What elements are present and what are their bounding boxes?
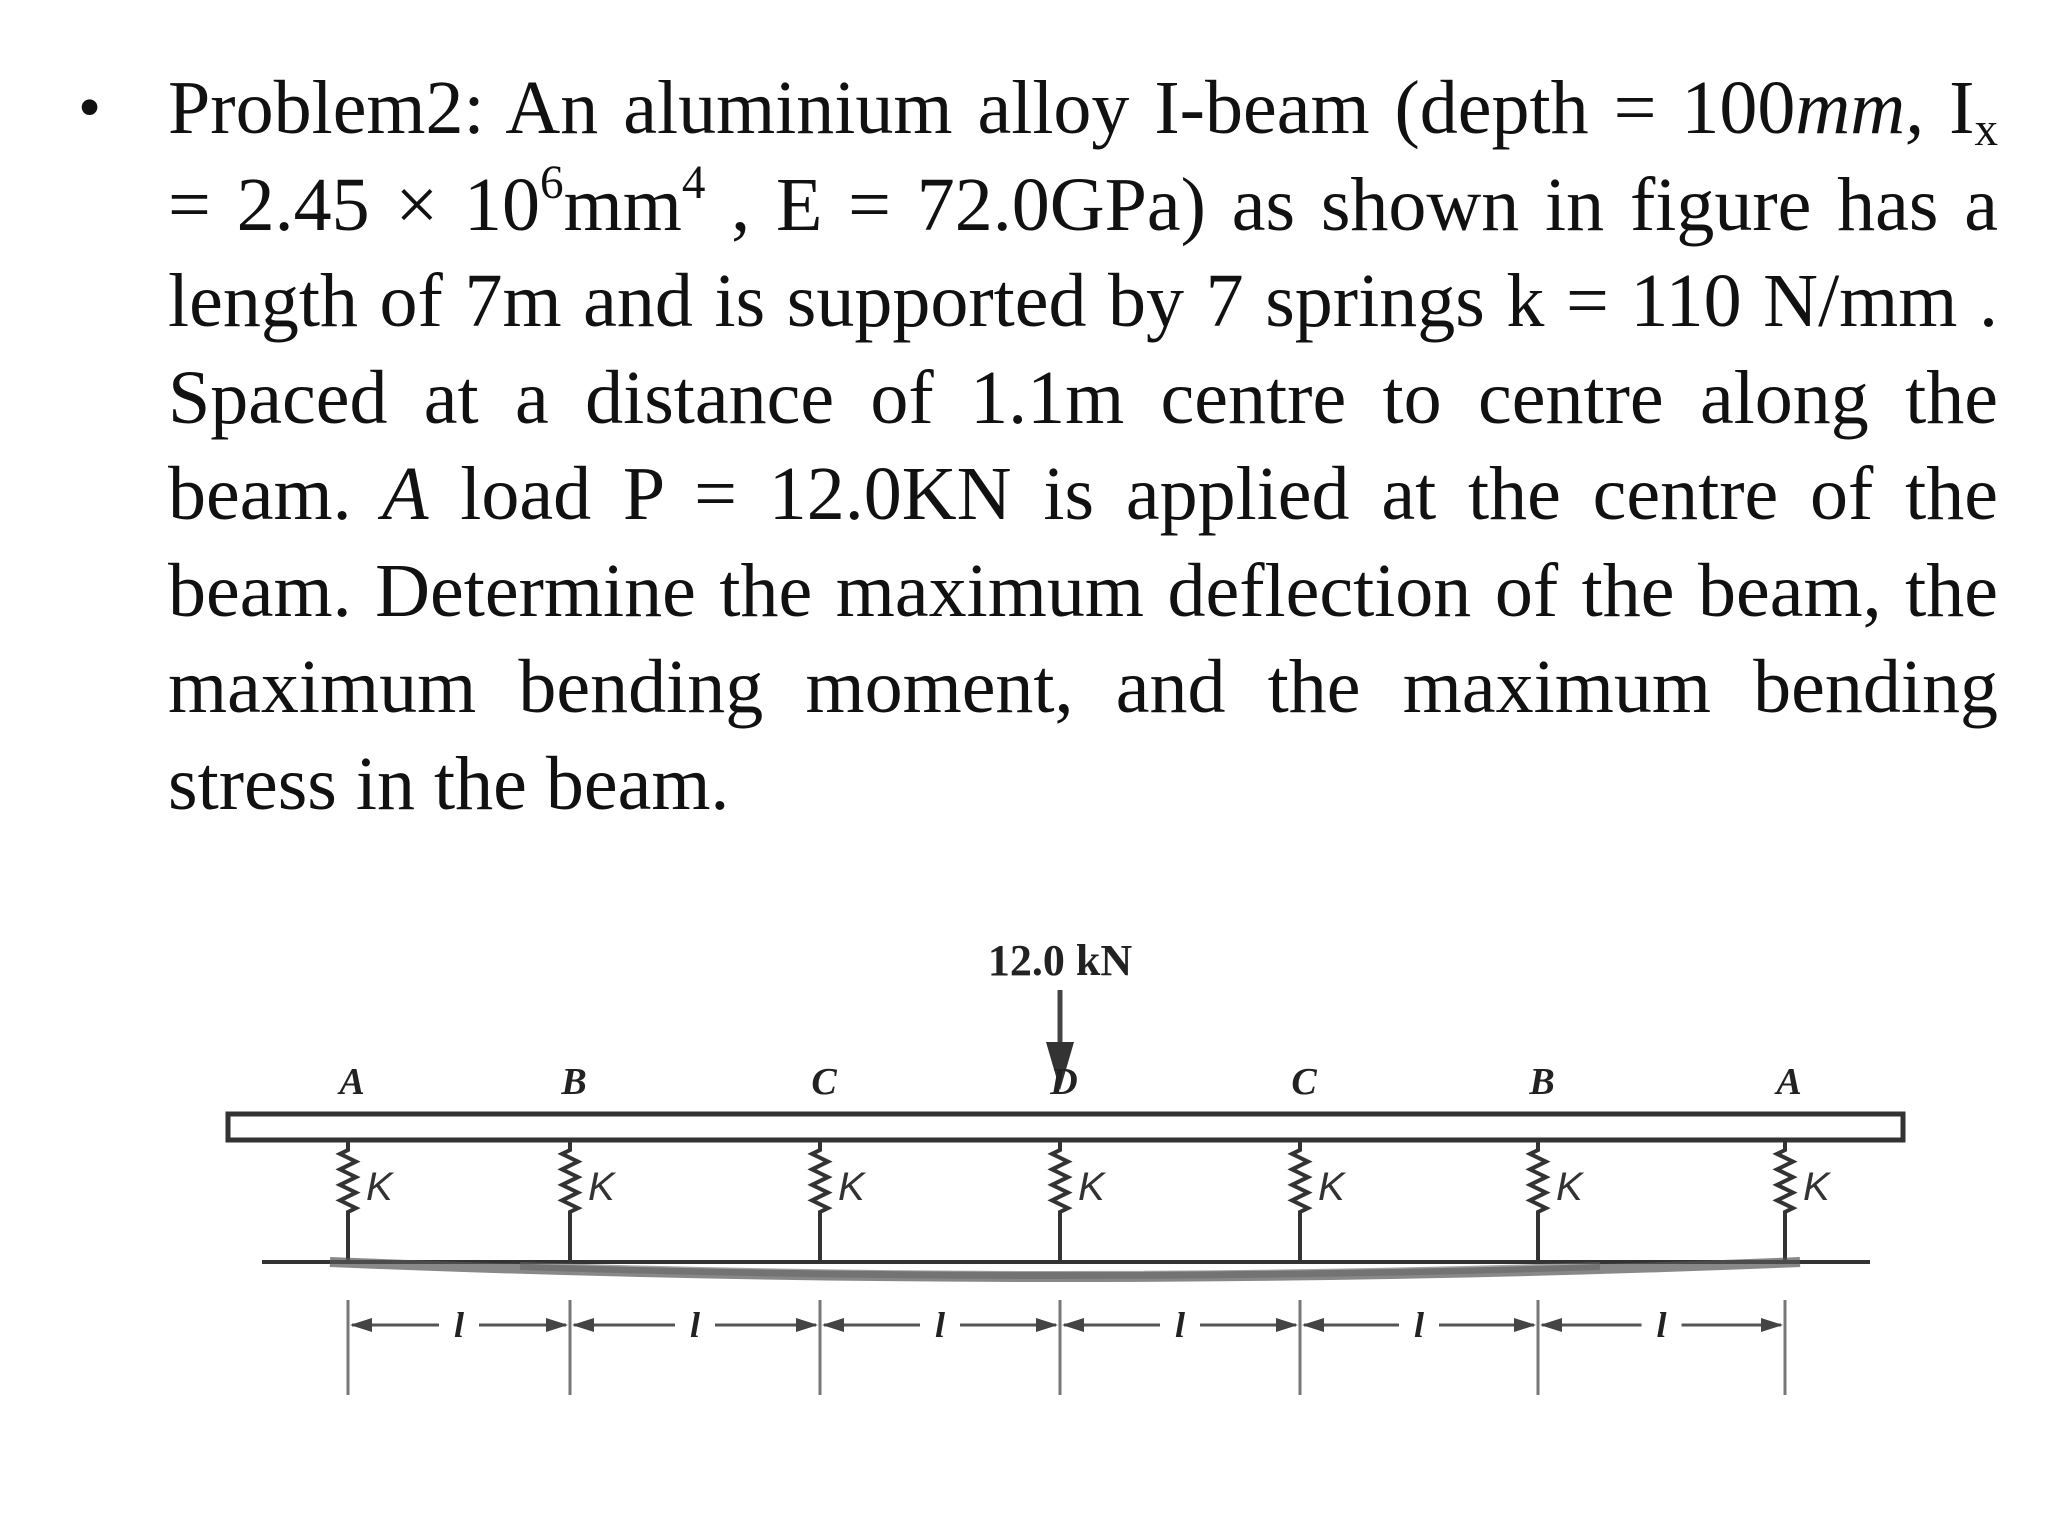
exponent-4: 4 <box>681 156 706 209</box>
spring <box>1530 1140 1585 1262</box>
node-label-c: C <box>1291 1061 1317 1103</box>
spring <box>340 1140 395 1262</box>
spring <box>812 1140 867 1262</box>
node-label-a: A <box>1776 1061 1802 1103</box>
spring-label: K <box>588 1165 615 1209</box>
spring <box>1777 1140 1832 1262</box>
spring-label: K <box>838 1165 865 1209</box>
spring <box>1052 1140 1107 1262</box>
text-run-italic: A <box>351 452 429 536</box>
dimension-segment <box>350 1305 568 1345</box>
text-run: , E = 72.0GPa) as shown in figure has a length of 7m and is supported by 7 springs k = 110 N/mm . Spaced at a distance of 1.1m centre to centre along the beam. <box>168 162 1998 536</box>
dimension-segment <box>1540 1305 1783 1345</box>
spring-label: K <box>1078 1165 1105 1209</box>
text-run: Problem2: An aluminium alloy I-beam (depth = 100 <box>168 66 1796 150</box>
load-label: 12.0 kN <box>987 936 1133 985</box>
dimension-lines <box>348 1300 1785 1395</box>
dimension-segment <box>1062 1305 1298 1345</box>
spring <box>562 1140 617 1262</box>
node-label-c: C <box>811 1061 837 1103</box>
beam <box>228 1114 1903 1140</box>
node-label-b: B <box>1529 1061 1555 1103</box>
spacing-label: l <box>934 1305 946 1345</box>
node-label-a: A <box>339 1061 365 1103</box>
spacing-label: l <box>453 1305 465 1345</box>
subscript-x: x <box>1974 103 1998 156</box>
text-run: mm <box>563 162 682 247</box>
springs <box>340 1140 1832 1262</box>
spring <box>1292 1140 1347 1262</box>
text-run: = 2.45 × 10 <box>168 162 541 247</box>
bullet-marker: • <box>78 71 102 144</box>
spring-label: K <box>1318 1165 1345 1209</box>
text-run: I <box>1924 66 1975 150</box>
dimension-segment <box>572 1305 818 1345</box>
spacing-label: l <box>1174 1305 1186 1345</box>
spring-label: K <box>1556 1165 1583 1209</box>
exponent-6: 6 <box>540 156 564 209</box>
spacing-label: l <box>1656 1305 1667 1345</box>
node-labels <box>337 1061 1801 1103</box>
spring-label: K <box>1803 1165 1830 1209</box>
spacing-label: l <box>689 1305 701 1345</box>
dimension-segment <box>1302 1305 1536 1345</box>
dimension-segment <box>822 1305 1058 1345</box>
text-run-italic-unit: mm, <box>1795 66 1925 150</box>
text-run: load P = 12.0KN is applied at the centre of the beam. Determine the maximum deflection of the beam, the maximum bending moment, and the maximum bending stress in the beam. <box>168 452 1998 826</box>
spacing-label: l <box>1413 1305 1425 1345</box>
ground <box>262 1262 1870 1277</box>
node-label-d: D <box>1050 1061 1078 1103</box>
spring-label: K <box>366 1165 393 1209</box>
node-label-b: B <box>561 1061 587 1103</box>
